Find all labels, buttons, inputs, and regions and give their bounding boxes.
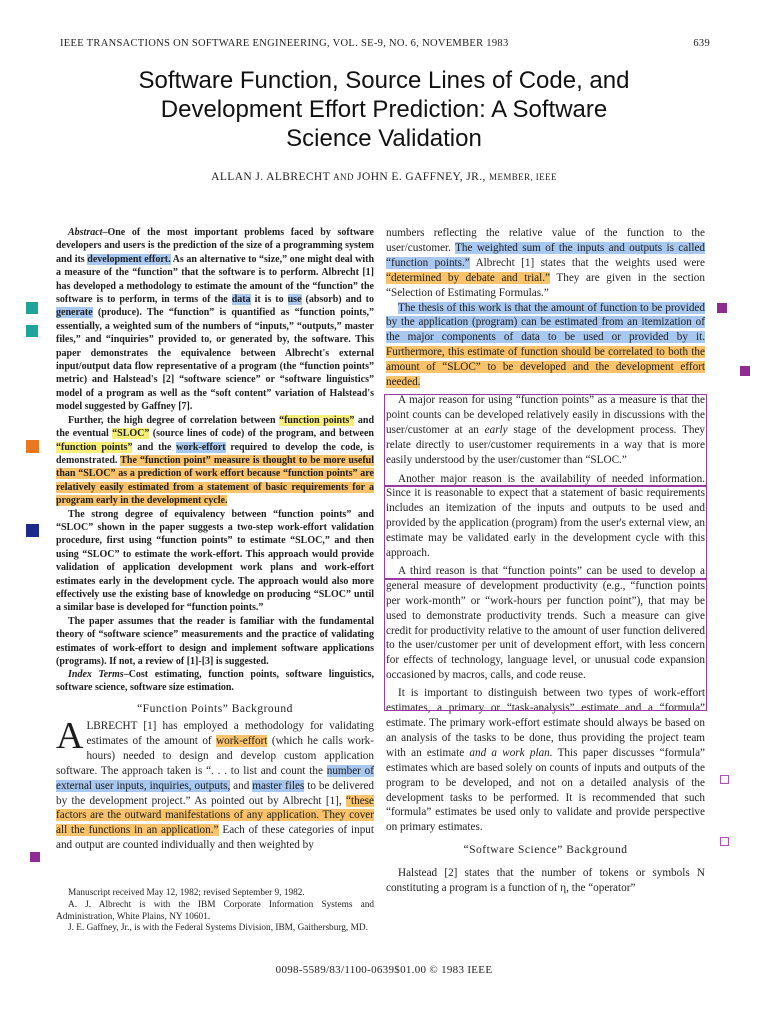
right-para-6: It is important to distinguish between two types of work-effort estimates, a primary or “task-analysis” estimate and a “formula” estimate. The primary work-effort estimate should always be based on an analysis of the tasks to be done, thus providing the project team with an estimate and a work plan. This paper discusses “formula” estimates which are based solely on counts of inputs and outputs of the program to be developed, and not on a detailed analysis of the development tasks to be performed. It is recommended that such “formula” estimates be used only to validate and provide perspective on primary estimates. <box>386 687 705 834</box>
section-heading-software-science: “Software Science” Background <box>463 844 628 857</box>
right-para-5: A third reason is that “function points” can be used to develop a general measure of development productivity (e.g., “function points per work-month” or “work-hours per function point”), that may be used to demonstrate productivity trends. Such a measure can give credit for productivity relative to the amount of user function delivered to the user/customer per unit of development effort, with less concern for effects of technology, language level, or unusual code expansion occasioned by macros, calls, and code reuse. <box>386 564 705 682</box>
page-number: 639 <box>693 38 710 49</box>
margin-marker-hollow-2 <box>720 837 729 846</box>
footnote-3: J. E. Gaffney, Jr., is with the Federal Systems Division, IBM, Gaithersburg, MD. <box>68 923 368 934</box>
journal-line: IEEE TRANSACTIONS ON SOFTWARE ENGINEERING, VOL. SE-9, NO. 6, NOVEMBER 1983 <box>60 38 509 49</box>
abstract-para-1: Abstract–One of the most important problems faced by software developers and users is the prediction of the size of a programming system and its development effort. As an alternative to “size,” one might deal with a measure of the “function” that the software is to perform. Albrecht [1] has developed a methodology to estimate the amount of the “function” the software is to perform, in terms of the data it is to use (absorb) and to generate (produce). The “function” is quantified as “function points,” essentially, a weighted sum of the numbers of “inputs,” “outputs,” master files,” and “inquiries” provided to, or generated by, the software. This paper demonstrates the equivalence between Albrecht's external input/output data flow representative of a program (the “function points” metric) and Halstead's [2] “software science” or “software linguistics” model of a program as well as the “soft content” variation of Halstead's model suggested by Gaffney [7]. <box>56 227 375 413</box>
footnote-1: Manuscript received May 12, 1982; revised September 9, 1982. <box>68 888 305 898</box>
paper-title <box>40 66 728 153</box>
drop-cap: A <box>56 715 84 757</box>
author-and: AND <box>333 172 354 182</box>
right-para-2: The thesis of this work is that the amount of function to be provided by the application (program) can be estimated from an itemization of the major components of data to be used or provided by it. Furthermore, this estimate of function should be correlated to both the amount of “SLOC” to be developed and the development effort needed. <box>386 301 705 389</box>
author-line <box>40 171 728 183</box>
author-membership: MEMBER, IEEE <box>489 172 557 182</box>
margin-marker-magenta-1 <box>717 303 727 313</box>
abstract-para-4: The paper assumes that the reader is familiar with the fundamental theory of “software science” measurements and the practice of validating estimates of work-effort to design and implement software applications (programs). If not, a review of [1]-[3] is suggested. <box>56 615 374 667</box>
annotation-box-2 <box>384 486 707 579</box>
right-para-3: A major reason for using “function points” as a measure is that the point counts can be developed relatively easily in discussions with the user/customer at an early stage of the development process. They relate directly to user/customer requirements in a way that is more easily understood by the user/customer than “SLOC.” <box>386 393 706 466</box>
margin-marker-hollow-1 <box>720 775 729 784</box>
margin-marker-orange <box>26 440 39 453</box>
right-para-1: numbers reflecting the relative value of the function to the user/customer. The weighted sum of the inputs and outputs is called “function points.” Albrecht [1] states that the weights used were “determined by debate and trial.” They are given in the section “Selection of Estimating Formulas.” <box>386 227 705 299</box>
abstract <box>56 226 374 668</box>
annotation-box-3 <box>384 579 707 711</box>
footnotes <box>56 888 374 935</box>
index-terms: Index Terms–Cost estimating, function points, software linguistics, software science, software size estimation. <box>56 669 374 694</box>
margin-marker-teal-1 <box>26 302 38 314</box>
margin-marker-magenta-2 <box>740 366 750 376</box>
right-para-7: Halstead [2] states that the number of tokens or symbols N constituting a program is a function of η, the “operator” <box>386 867 705 895</box>
title-line-3: Science Validation <box>286 125 482 152</box>
section-heading-function-points: “Function Points” Background <box>137 703 293 715</box>
abstract-para-3: The strong degree of equivalency between “function points” and “SLOC” shown in the paper suggests a two-step work-effort validation procedure, first using “function points” to estimate “SLOC,” and then using “SLOC” to estimate the work-effort. This approach would provide validation of application development work plans and work-effort estimates early in the development cycle. The approach would also more effectively use the existing base of knowledge on producing “SLOC” until a similar base is developed for “function points.” <box>56 508 374 614</box>
running-header <box>60 38 710 49</box>
annotation-box-1 <box>384 394 707 486</box>
copyright-footer: 0098-5589/83/1100-0639$01.00 © 1983 IEEE <box>275 964 493 976</box>
right-para-4: Another major reason is the availability of needed information. Since it is reasonable to expect that a statement of basic requirements includes an itemization of the inputs and outputs to be used and provided by the application (program) from the user's external view, an estimate may be validated early in the development cycle with this approach. <box>386 472 705 560</box>
author-2: JOHN E. GAFFNEY, JR., <box>357 171 486 183</box>
margin-marker-magenta-left <box>30 852 40 862</box>
margin-marker-navy <box>26 524 39 537</box>
abstract-para-2: Further, the high degree of correlation between “function points” and the eventual “SLOC” (source lines of code) of the program, and between “function points” and the work-effort required to develop the code, is demonstrated. The “function point” measure is thought to be more useful than “SLOC” as a prediction of work effort because “function points” are relatively easily estimated from a statement of basic requirements for a program early in the development cycle. <box>56 414 375 507</box>
title-line-2: Development Effort Prediction: A Software <box>160 96 608 123</box>
author-1: ALLAN J. ALBRECHT <box>211 171 330 183</box>
margin-marker-teal-2 <box>26 325 38 337</box>
footnote-2: A. J. Albrecht is with the IBM Corporate Information Systems and Administration, White Plains, NY 10601. <box>56 899 374 922</box>
section1-body: ALBRECHT [1] has employed a methodology for validating estimates of the amount of work-effort (which he calls work-hours) needed to design and develop custom application software. The approach taken is “. . . to list and count the number of external user inputs, inquiries, outputs, and master files to be delivered by the development project.” As pointed out by Albrecht [1], “these factors are the outward manifestations of any application. They cover all the functions in an application.” Each of these categories of input and output are counted individually and then weighted by <box>56 715 374 852</box>
title-line-1: Software Function, Source Lines of Code, and <box>138 67 630 94</box>
